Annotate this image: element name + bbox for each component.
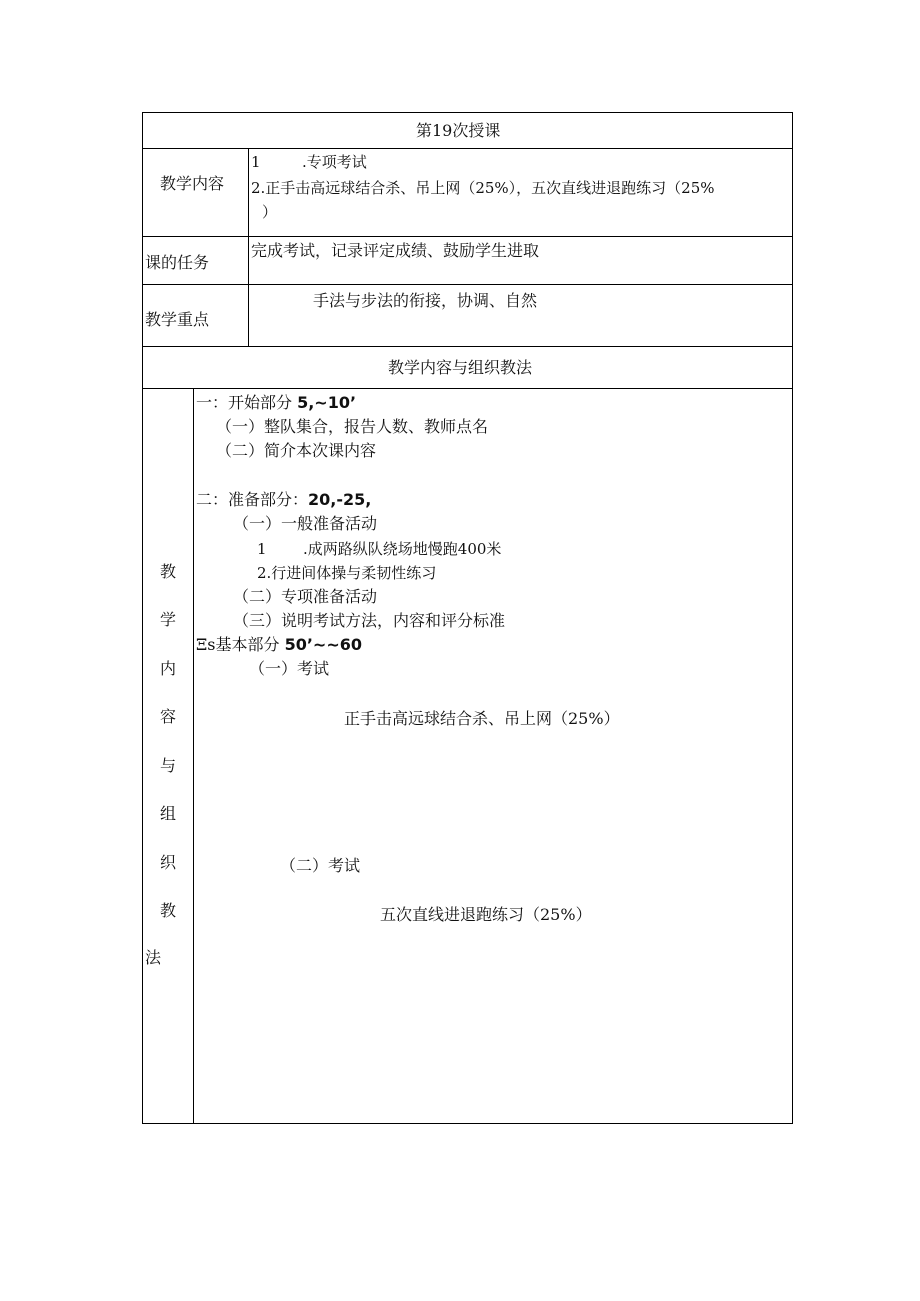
table-border-left — [142, 112, 143, 1124]
part2-item: 2.行进间体操与柔韧性练习 — [257, 564, 437, 582]
side-label-column-divider — [193, 388, 194, 1124]
side-label-char: 织 — [159, 853, 176, 872]
side-label-char: 组 — [159, 804, 176, 823]
part3-title — [196, 635, 362, 655]
content-label: 教学内容 — [160, 174, 225, 193]
table-border-right — [792, 112, 793, 1124]
part3-time: 50’~~60 — [284, 635, 362, 654]
side-label-char: 容 — [159, 707, 176, 726]
content-line1-number: 1 — [251, 153, 261, 171]
content-line2-continuation: ） — [262, 203, 278, 221]
row-divider — [142, 388, 793, 389]
part2-subsection: （二）专项准备活动 — [233, 587, 378, 606]
part2-time: 20,-25, — [308, 490, 372, 509]
side-label-char: 教 — [159, 562, 176, 581]
table-border-bottom — [142, 1123, 793, 1124]
row-divider — [142, 284, 793, 285]
side-label-char: 法 — [145, 948, 162, 967]
focus-text: 手法与步法的衔接，协调、自然 — [313, 291, 538, 310]
side-label-char: 教 — [159, 901, 176, 920]
lesson-title: 第19次授课 — [416, 121, 501, 140]
part1-title-text: 一：开始部分 — [196, 393, 298, 412]
exam2-label: （二）考试 — [280, 856, 361, 875]
part2-item-text: .成两路纵队绕场地慢跑400米 — [303, 540, 502, 558]
row-divider — [142, 148, 793, 149]
part1-title — [196, 393, 356, 413]
part2-subsection: （一）一般准备活动 — [233, 514, 378, 533]
table-border-top — [142, 112, 793, 113]
exam1-text: 正手击高远球结合杀、吊上网（25%） — [344, 709, 620, 728]
task-text: 完成考试，记录评定成绩、鼓励学生进取 — [251, 241, 540, 260]
side-label-char: 学 — [159, 610, 176, 629]
row-divider — [142, 346, 793, 347]
side-label-char: 与 — [159, 756, 176, 775]
part2-title-text: 二：准备部分： — [196, 490, 309, 509]
exam1-label: （一）考试 — [249, 659, 330, 678]
exam2-text: 五次直线进退跑练习（25%） — [380, 905, 592, 924]
task-label: 课的任务 — [145, 253, 210, 272]
row-divider — [142, 236, 793, 237]
section-title: 教学内容与组织教法 — [388, 358, 533, 377]
focus-label: 教学重点 — [145, 310, 210, 329]
part1-time: 5,~10’ — [297, 393, 357, 412]
part2-subsection: （三）说明考试方法，内容和评分标准 — [233, 611, 506, 630]
part3-title-text: Ξs基本部分 — [196, 635, 285, 654]
part2-title — [196, 490, 371, 510]
part2-item-number: 1 — [257, 540, 267, 558]
content-line1-text: .专项考试 — [302, 153, 367, 171]
side-label-char: 内 — [159, 659, 176, 678]
part1-item: （一）整队集合，报告人数、教师点名 — [216, 417, 489, 436]
content-line2: 2.正手击高远球结合杀、吊上网（25%），五次直线进退跑练习（25% — [251, 179, 715, 197]
part1-item: （二）简介本次课内容 — [216, 441, 377, 460]
label-column-divider — [248, 148, 249, 347]
